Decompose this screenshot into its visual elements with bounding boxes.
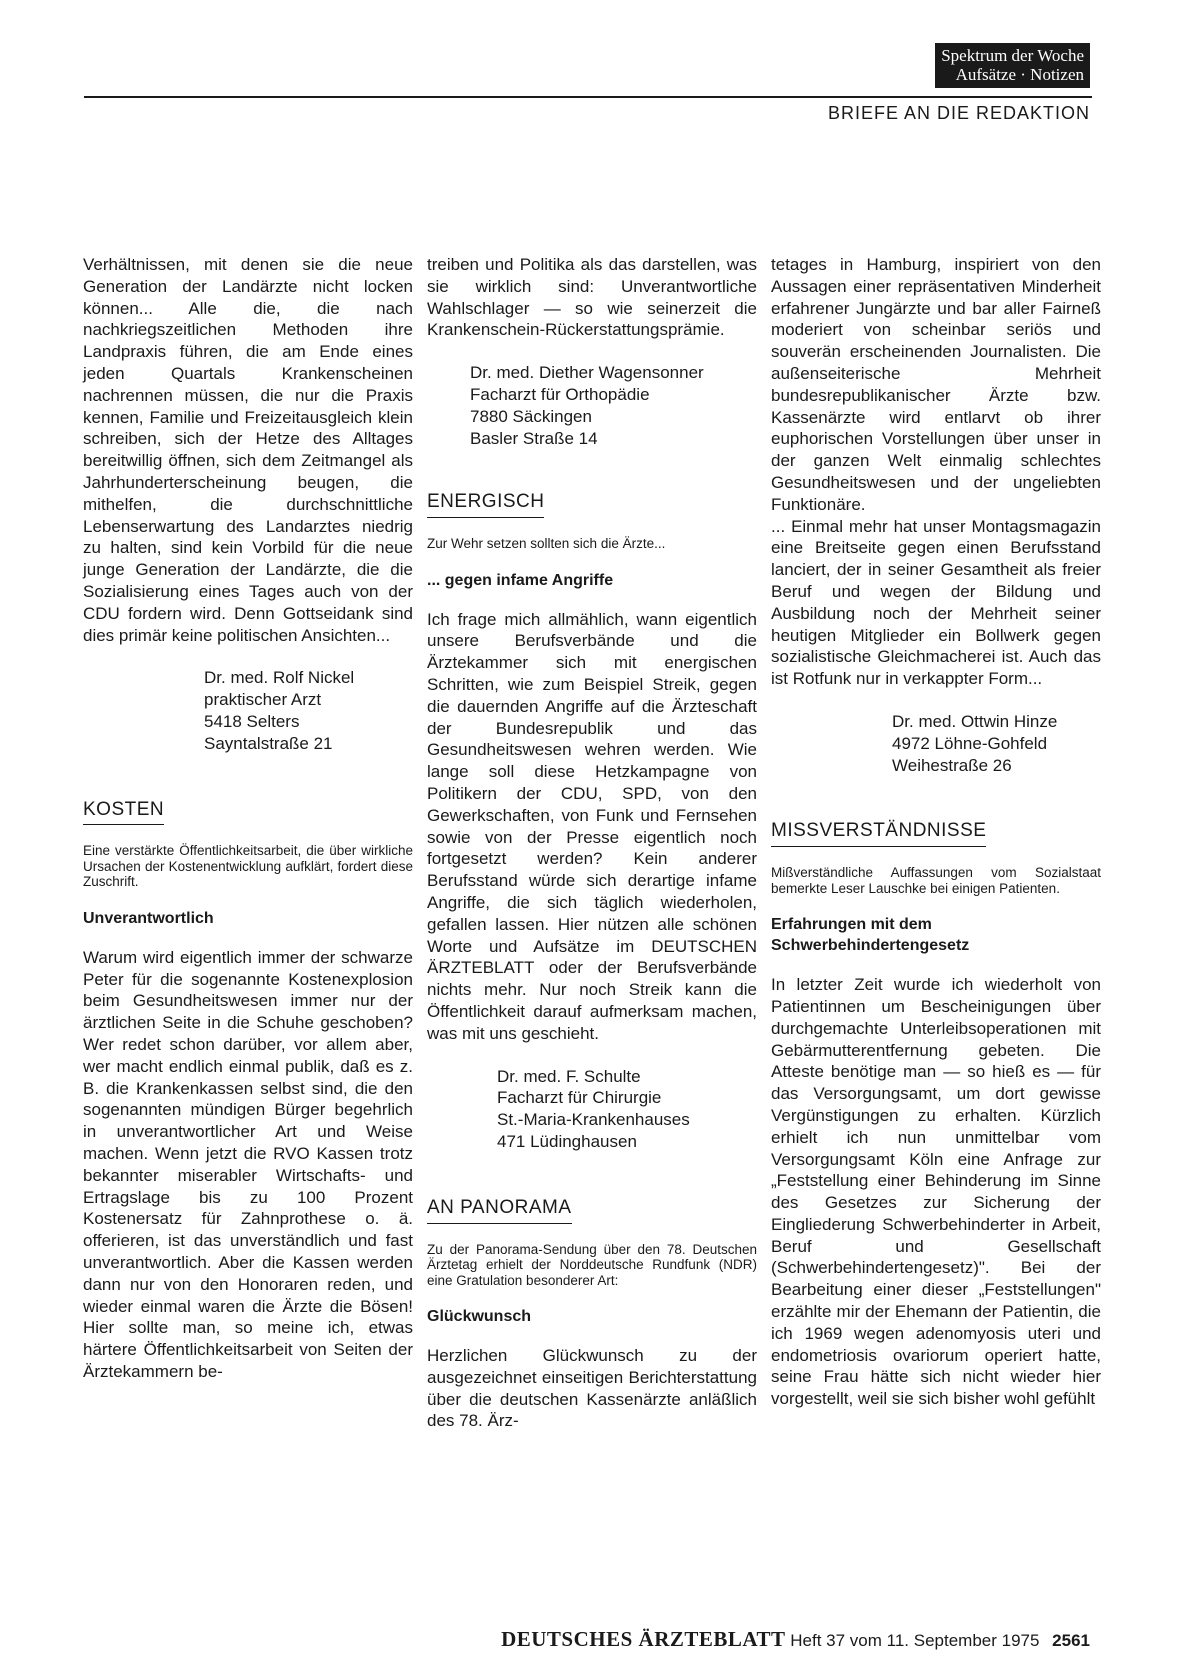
topic-lead: Eine verstärkte Öffentlichkeitsarbeit, die über wirkliche Ursachen der Kostenentwicklung aufklärt, fordert diese Zuschrift. xyxy=(83,843,413,890)
letter-text: Warum wird eigentlich immer der schwarze Peter für die sogenannte Kostenexplosion beim Gesundheitswesen immer nur der ärztlichen Seite in die Schuhe geschoben? Wer redet schon darüber, vor allem aber, wer macht endlich einmal publik, daß es z. B. die Krankenkassen selbst sind, die den sogenannten mündigen Bürger begehrlich in unverantwortlicher Art und Weise machen. Wenn jetzt die RVO Kassen trotz bekannter miserabler Wirtschafts- und Ertragslage bis zu 100 Prozent Kostenersatz für Zahnprothese o. ä. offerieren, ist das unverständlich und fast unverantwortlich. Aber die Kassen werden dann nur von den Honoraren reden, und wieder einmal waren die Ärzte die Bösen! Hier sollte man, so meine ich, etwas härtere Öffentlichkeitsarbeit von Seiten der Ärztekammern be- xyxy=(83,947,413,1381)
letter-text: tetages in Hamburg, inspiriert von den Aussagen einer repräsentativen Minderheit erfahrener Jungärzte und bar aller Fairneß moderiert von scheinbar seriös und souverän erscheinenden Journalisten. Die außenseiterische Mehrheit bundesrepublikanischer Ärzte bzw. Kassenärzte wird entlarvt ob ihrer euphorischen Vorstellungen über unser in der ganzen Welt einmalig schlechtes Gesundheitswesen und der ungeliebten Funktionäre. xyxy=(771,255,1101,514)
column-1 xyxy=(83,254,413,1383)
topic-lead: Zu der Panorama-Sendung über den 78. Deutschen Ärztetag erhielt der Norddeutsche Rundfunk (NDR) eine Gratulation besonderer Art: xyxy=(427,1241,757,1288)
signature-line: Facharzt für Chirurgie xyxy=(497,1088,662,1108)
signature-line: Facharzt für Orthopädie xyxy=(470,384,650,404)
signature-line: Basler Straße 14 xyxy=(470,428,598,448)
signature-line: Weihestraße 26 xyxy=(892,755,1012,775)
signature-line: Dr. med. Diether Wagensonner xyxy=(470,363,704,383)
topic-heading: ENERGISCH xyxy=(427,491,544,518)
section-title: BRIEFE AN DIE REDAKTION xyxy=(827,103,1090,123)
letter-subheading: ... gegen infame Angriffe xyxy=(427,571,614,589)
issue-info: Heft 37 vom 11. September 1975 xyxy=(790,1631,1040,1650)
signature-line: Dr. med. F. Schulte xyxy=(497,1066,641,1086)
subheading-line: Schwerbehindertengesetz xyxy=(771,937,970,955)
signature-line: praktischer Arzt xyxy=(204,690,322,710)
signature-block xyxy=(497,1066,757,1153)
signature-line: St.-Maria-Krankenhauses xyxy=(497,1110,690,1130)
signature-line: 471 Lüdinghausen xyxy=(497,1132,637,1151)
letter-text: In letzter Zeit wurde ich wiederholt von Patientinnen um Bescheinigungen über durchgemachte Unterleibsoperationen mit Gebärmutterentfernung gebeten. Die Atteste benötige man — so hieß es — für das Versorgungsamt, um dort gewisse Vergünstigungen zu erhalten. Kürzlich erhielt ich nun unmittelbar vom Versorgungsamt Köln eine Anfrage zur „Feststellung einer Behinderung im Sinne des Gesetzes zur Sicherung der Eingliederung Schwerbehinderter in Arbeit, Beruf und Gesellschaft (Schwerbehindertengesetz)". Bei der Bearbeitung einer dieser „Feststellungen" erzählte mir der Ehemann der Patientin, die ich 1969 wegen adenomyosis uteri und endometriosis ovariorum operiert hatte, seine Frau hätte sich nicht wieder hier vorgestellt, weil sie sich bisher wohl gefühlt xyxy=(771,975,1101,1409)
signature-line: 5418 Selters xyxy=(204,711,300,731)
masthead-line-1: Spektrum der Woche xyxy=(941,46,1084,65)
letter-text: Ich frage mich allmählich, wann eigentlich unsere Berufsverbände und die Ärztekammer sich mit energischen Schritten, wie zum Beispiel Streik, gegen die dauernden Angriffe auf die Ärzteschaft der Bundesrepublik und das Gesundheitswesen wehren werden. Wie lange soll diese Hetzkampagne von Politikern der CDU, SPD, von den Gewerkschaften, von Funk und Fernsehen sowie von der Presse eigentlich noch fortgesetzt werden? Kein anderer Berufsstand würde sich derartige infame Angriffe, die sich täglich wiederholen, gefallen lassen. Hier nützen alle schönen Worte und Aufsätze im DEUTSCHEN ÄRZTEBLATT oder der Berufsverbände nichts mehr. Nur noch Streik kann die Öffentlichkeit darauf aufmerksam machen, was mit uns geschieht. xyxy=(427,609,757,1043)
page-number: 2561 xyxy=(1052,1631,1090,1650)
letter-text: treiben und Politika als das darstellen, was sie wirklich sind: Unverantwortliche Wahlschlager — so wie seinerzeit die Krankenschein-Rückerstattungsprämie. xyxy=(427,255,757,340)
signature-line: Dr. med. Rolf Nickel xyxy=(204,668,355,688)
signature-block xyxy=(892,711,1101,776)
letter-text: ... Einmal mehr hat unser Montagsmagazin eine Breitseite gegen einen Berufsstand lanciert, der in seiner Gesamtheit als freier Beruf und wegen der Bildung und Ausbildung noch der Mehrheit seiner heutigen Mitglieder ein Bollwerk gegen sozialistische Gleichmacherei ist. Auch das ist Rotfunk nur in verkappter Form... xyxy=(771,516,1101,689)
signature-line: Sayntalstraße 21 xyxy=(204,733,333,753)
topic-lead: Zur Wehr setzen sollten sich die Ärzte... xyxy=(427,536,666,552)
topic-lead: Mißverständliche Auffassungen vom Sozialstaat bemerkte Leser Lauschke bei einigen Patienten. xyxy=(771,865,1101,896)
header-rule xyxy=(84,96,1092,98)
letter-subheading: Unverantwortlich xyxy=(83,909,214,927)
signature-line: 7880 Säckingen xyxy=(470,406,592,426)
journal-name: DEUTSCHES ÄRZTEBLATT xyxy=(501,1627,786,1651)
column-2 xyxy=(427,254,757,1432)
masthead-line-2: Aufsätze · Notizen xyxy=(955,65,1084,84)
topic-heading: AN PANORAMA xyxy=(427,1197,572,1224)
letter-subheading: Glückwunsch xyxy=(427,1308,532,1326)
subheading-line: Erfahrungen mit dem xyxy=(771,916,932,934)
letter-text: Herzlichen Glückwunsch zu der ausgezeichnet einseitigen Berichterstattung über die deutschen Kassenärzte anläßlich des 78. Ärz- xyxy=(427,1346,757,1431)
signature-line: Dr. med. Ottwin Hinze xyxy=(892,711,1058,731)
signature-block xyxy=(470,362,757,449)
column-3 xyxy=(771,254,1101,1410)
topic-heading: KOSTEN xyxy=(83,799,164,826)
letter-text: Verhältnissen, mit denen sie die neue Generation der Landärzte nicht locken können... Alle die, die nach nachkriegszeitlichen Methoden ihre Landpraxis führen, die am Ende eines jeden Quartals Krankenscheinen nachrennen müssen, die nur die Praxis kennen, Familie und Freizeitausgleich klein schreiben, sich der Hetze des Alltages bereitwillig öffnen, sich dem Zeitmangel als Jahrhunderterscheinung beugen, die mithelfen, die durchschnittliche Lebenserwartung des Landarztes niedrig zu halten, sind kein Vorbild für die neue junge Generation der Landärzte, die die Sozialisierung eines Tages auch von der CDU fordern wird. Denn Gottseidank sind dies primär keine politischen Ansichten... xyxy=(83,255,413,645)
topic-heading: MISSVERSTÄNDNISSE xyxy=(771,820,986,847)
page-footer xyxy=(501,1627,1090,1652)
signature-line: 4972 Löhne-Gohfeld xyxy=(892,733,1048,753)
signature-block xyxy=(204,667,413,754)
letter-subheading xyxy=(771,914,1101,956)
masthead-box xyxy=(935,43,1090,88)
